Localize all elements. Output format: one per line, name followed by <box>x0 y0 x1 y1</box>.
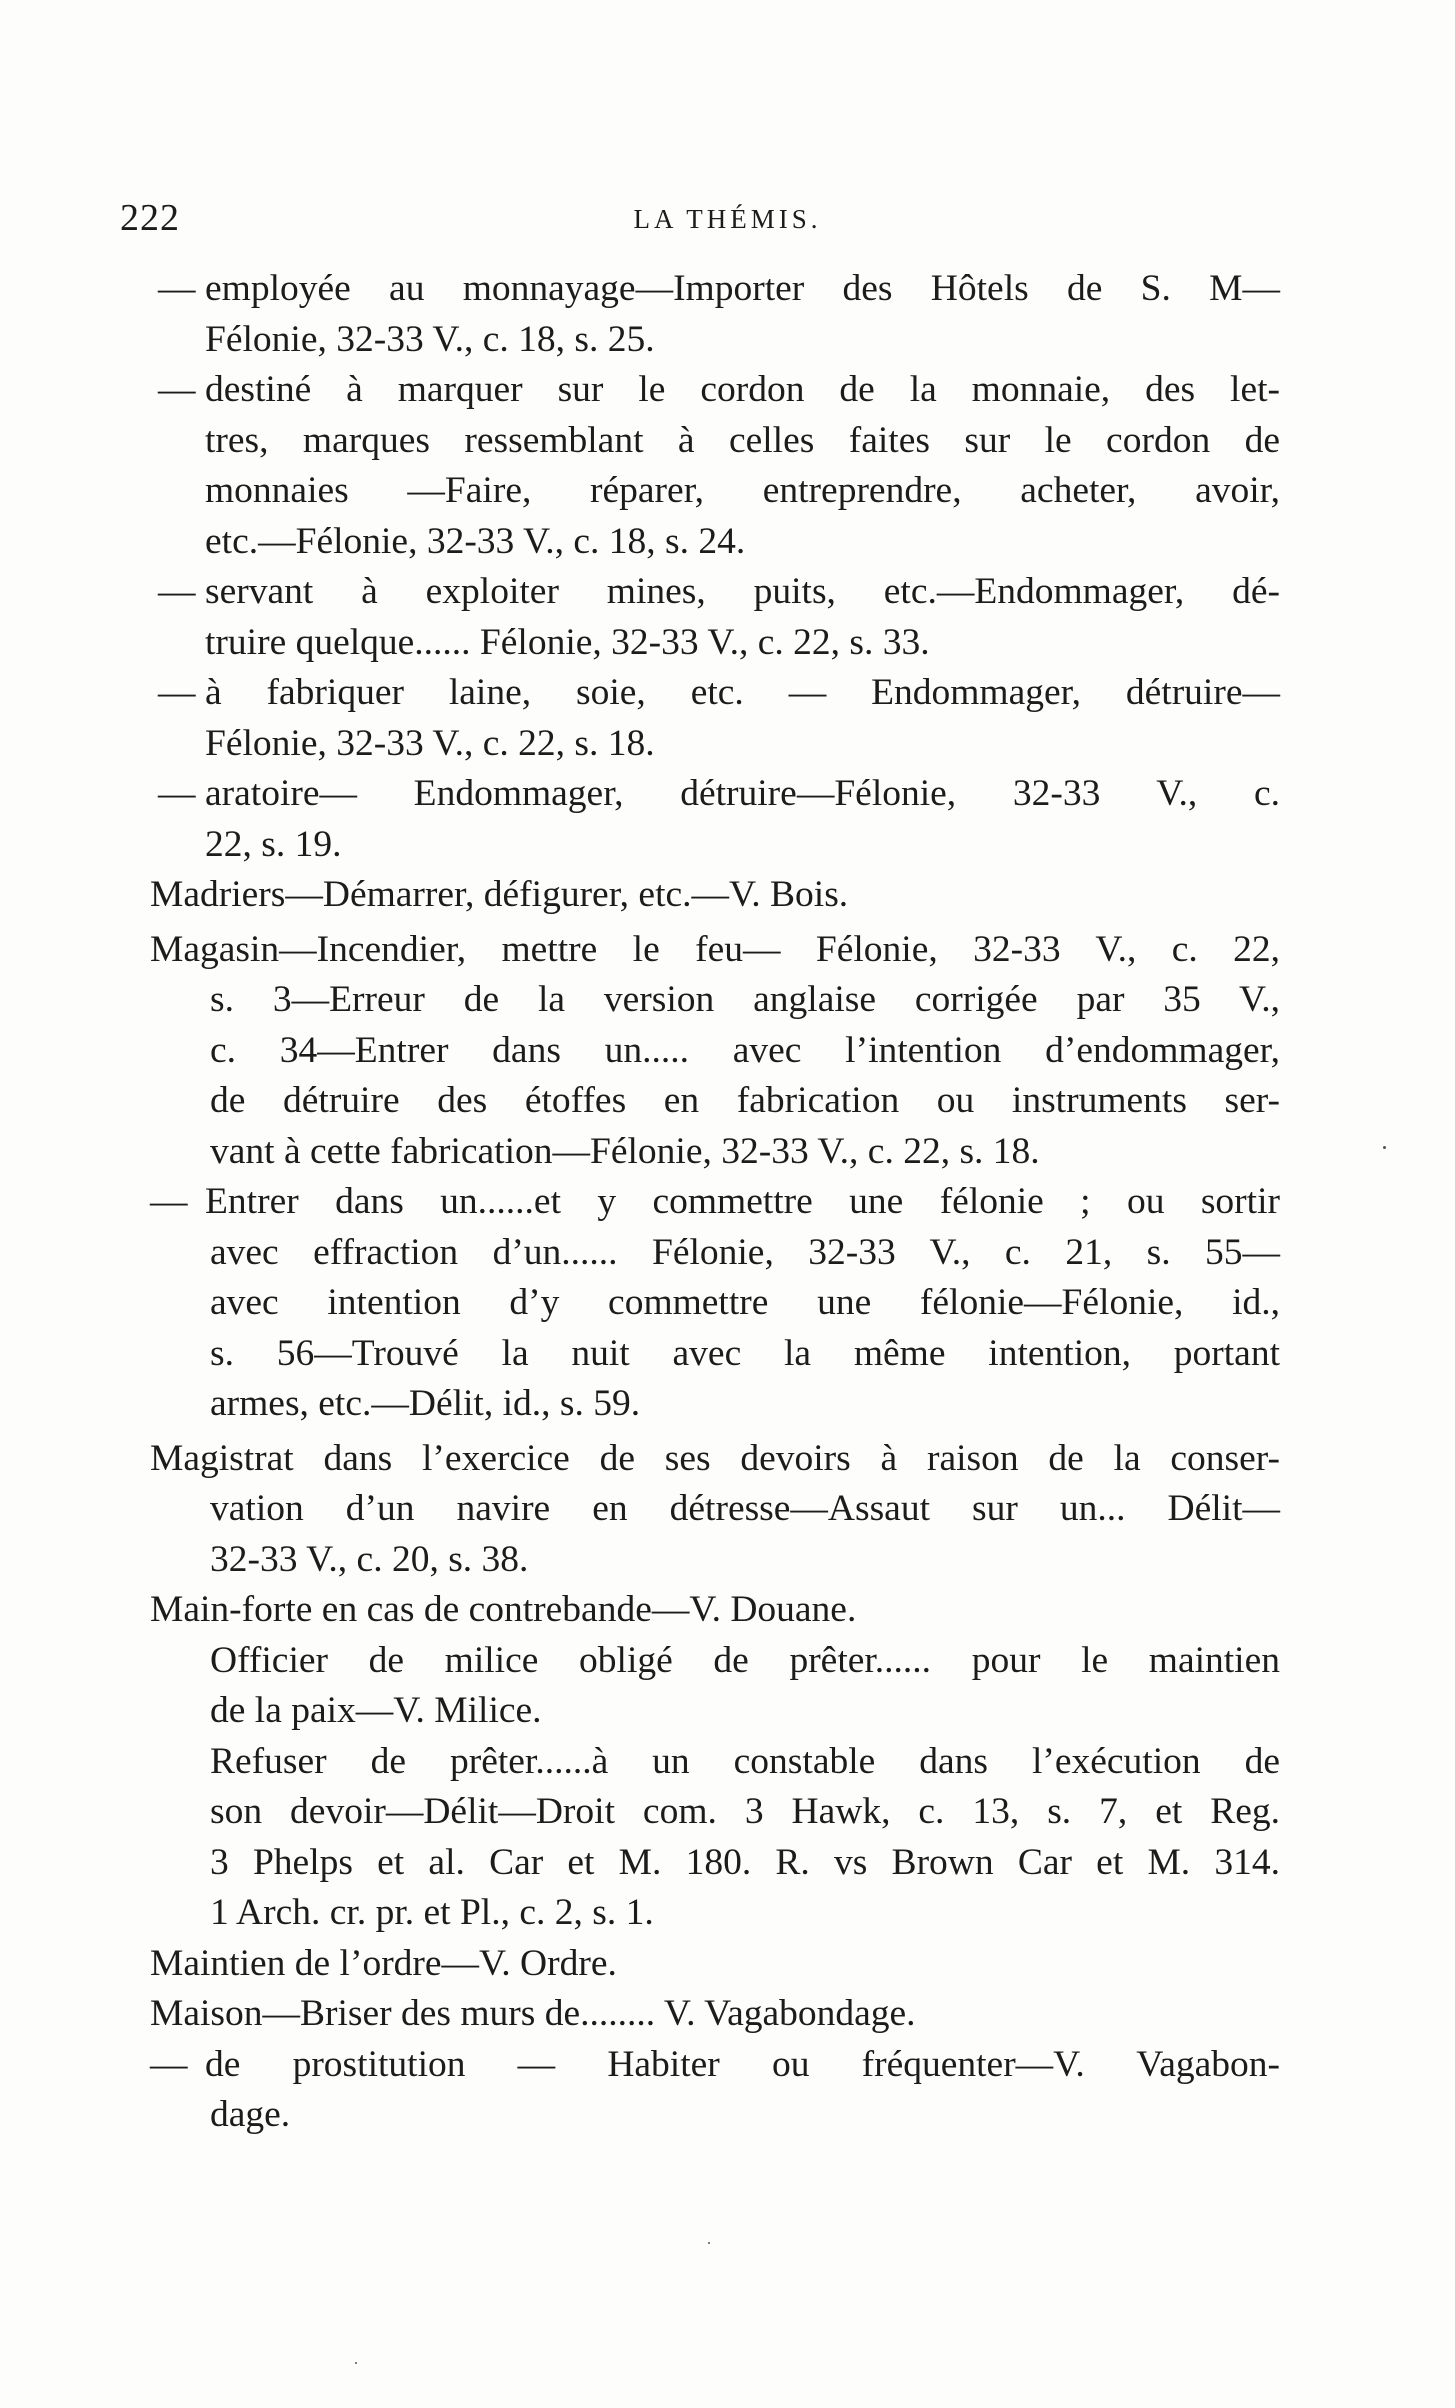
index-line <box>120 975 1280 1026</box>
index-line <box>120 1636 1280 1687</box>
index-line <box>120 1026 1280 1077</box>
index-line <box>120 1329 1280 1380</box>
line-text: avec effraction d’un...... Félonie, 32-33 V., c. 21, s. 55— <box>210 1231 1280 1273</box>
index-line <box>120 416 1280 467</box>
line-text: servant à exploiter mines, puits, etc.—Endommager, dé- <box>205 571 1280 612</box>
index-line <box>120 1838 1280 1889</box>
print-speck <box>1383 1146 1386 1149</box>
index-line <box>120 1737 1280 1788</box>
line-text: destiné à marquer sur le cordon de la monnaie, des let- <box>205 369 1280 410</box>
line-text: Félonie, 32-33 V., c. 22, s. 18. <box>205 722 655 764</box>
entry-head <box>120 1585 1280 1636</box>
index-line <box>120 1686 1280 1737</box>
line-text: 1 Arch. cr. pr. et Pl., c. 2, s. 1. <box>210 1892 654 1933</box>
line-text: 3 Phelps et al. Car et M. 180. R. vs Brown Car et M. 314. <box>210 1841 1280 1883</box>
index-line <box>120 668 1280 719</box>
index-line <box>120 719 1280 770</box>
line-text: de la paix—V. Milice. <box>210 1690 542 1731</box>
index-line <box>120 2040 1280 2091</box>
index-line <box>120 1535 1280 1586</box>
line-text: vant à cette fabrication—Félonie, 32-33 V., c. 22, s. 18. <box>210 1130 1040 1172</box>
entry-head <box>120 1939 1280 1990</box>
entry-head <box>120 1989 1280 2040</box>
entry-dash: — <box>158 268 196 309</box>
index-line <box>120 567 1280 618</box>
index-content <box>120 264 1280 2141</box>
entry-dash: — <box>150 2043 188 2085</box>
line-text: son devoir—Délit—Droit com. 3 Hawk, c. 13, s. 7, et Reg. <box>210 1791 1280 1832</box>
line-text: etc.—Félonie, 32-33 V., c. 18, s. 24. <box>205 520 746 562</box>
line-text: avec intention d’y commettre une félonie—Félonie, id., <box>210 1282 1280 1323</box>
line-text: dage. <box>210 2094 291 2135</box>
line-text: monnaies —Faire, réparer, entreprendre, acheter, avoir, <box>205 470 1280 511</box>
line-text: Magistrat dans l’exercice de ses devoirs à raison de la conser- <box>150 1437 1280 1479</box>
line-text: Félonie, 32-33 V., c. 18, s. 25. <box>205 318 655 360</box>
line-text: 32-33 V., c. 20, s. 38. <box>210 1538 529 1580</box>
entry-dash: — <box>158 369 196 410</box>
page-header <box>120 196 1335 246</box>
line-text: employée au monnayage—Importer des Hôtels de S. M— <box>205 268 1280 309</box>
index-line <box>120 1076 1280 1127</box>
index-line <box>120 264 1280 315</box>
line-text: vation d’un navire en détresse—Assaut sur un... Délit— <box>210 1488 1280 1529</box>
index-line <box>120 1278 1280 1329</box>
line-text: c. 34—Entrer dans un..... avec l’intention d’endommager, <box>210 1029 1280 1071</box>
index-line <box>120 820 1280 871</box>
index-line <box>120 315 1280 366</box>
index-line <box>120 1787 1280 1838</box>
line-text: Madriers—Démarrer, défigurer, etc.—V. Bois. <box>150 874 849 915</box>
index-line <box>120 1228 1280 1279</box>
line-text: aratoire— Endommager, détruire—Félonie, 32-33 V., c. <box>205 773 1280 814</box>
line-text: de prostitution — Habiter ou fréquenter—V. Vagabon- <box>205 2043 1280 2085</box>
line-text: Main-forte en cas de contrebande—V. Douane. <box>150 1589 857 1630</box>
entry-head <box>120 870 1280 921</box>
line-text: s. 56—Trouvé la nuit avec la même intention, portant <box>210 1332 1280 1374</box>
line-text: armes, etc.—Délit, id., s. 59. <box>210 1383 641 1424</box>
entry-dash: — <box>158 773 196 814</box>
line-text: Officier de milice obligé de prêter...... pour le maintien <box>210 1639 1280 1681</box>
line-text: s. 3—Erreur de la version anglaise corrigée par 35 V., <box>210 979 1280 1020</box>
index-line <box>120 2090 1280 2141</box>
line-text: Maintien de l’ordre—V. Ordre. <box>150 1942 617 1984</box>
running-title: LA THÉMIS. <box>633 204 822 234</box>
page-number: 222 <box>120 197 180 239</box>
line-text: Magasin—Incendier, mettre le feu— Félonie, 32-33 V., c. 22, <box>150 928 1280 970</box>
line-text: Refuser de prêter......à un constable dans l’exécution de <box>210 1740 1280 1782</box>
line-text: tres, marques ressemblant à celles faites sur le cordon de <box>205 419 1280 461</box>
index-line <box>120 1379 1280 1430</box>
entry-head <box>120 925 1280 976</box>
index-line <box>120 1888 1280 1939</box>
index-line <box>120 1177 1280 1228</box>
line-text: Maison—Briser des murs de........ V. Vagabondage. <box>150 1993 916 2034</box>
line-text: 22, s. 19. <box>205 823 342 865</box>
entry-dash: — <box>158 571 196 612</box>
print-speck <box>355 2362 357 2364</box>
line-text: Entrer dans un......et y commettre une félonie ; ou sortir <box>205 1181 1280 1222</box>
entry-dash: — <box>150 1181 188 1222</box>
index-line <box>120 1127 1280 1178</box>
index-line <box>120 517 1280 568</box>
index-line <box>120 466 1280 517</box>
line-text: truire quelque...... Félonie, 32-33 V., c. 22, s. 33. <box>205 621 930 663</box>
index-line <box>120 769 1280 820</box>
line-text: à fabriquer laine, soie, etc. — Endommager, détruire— <box>205 672 1280 713</box>
entry-head <box>120 1434 1280 1485</box>
entry-dash: — <box>158 672 196 713</box>
index-line <box>120 1484 1280 1535</box>
index-line <box>120 365 1280 416</box>
line-text: de détruire des étoffes en fabrication ou instruments ser- <box>210 1080 1280 1121</box>
print-speck <box>708 2242 710 2244</box>
index-line <box>120 618 1280 669</box>
